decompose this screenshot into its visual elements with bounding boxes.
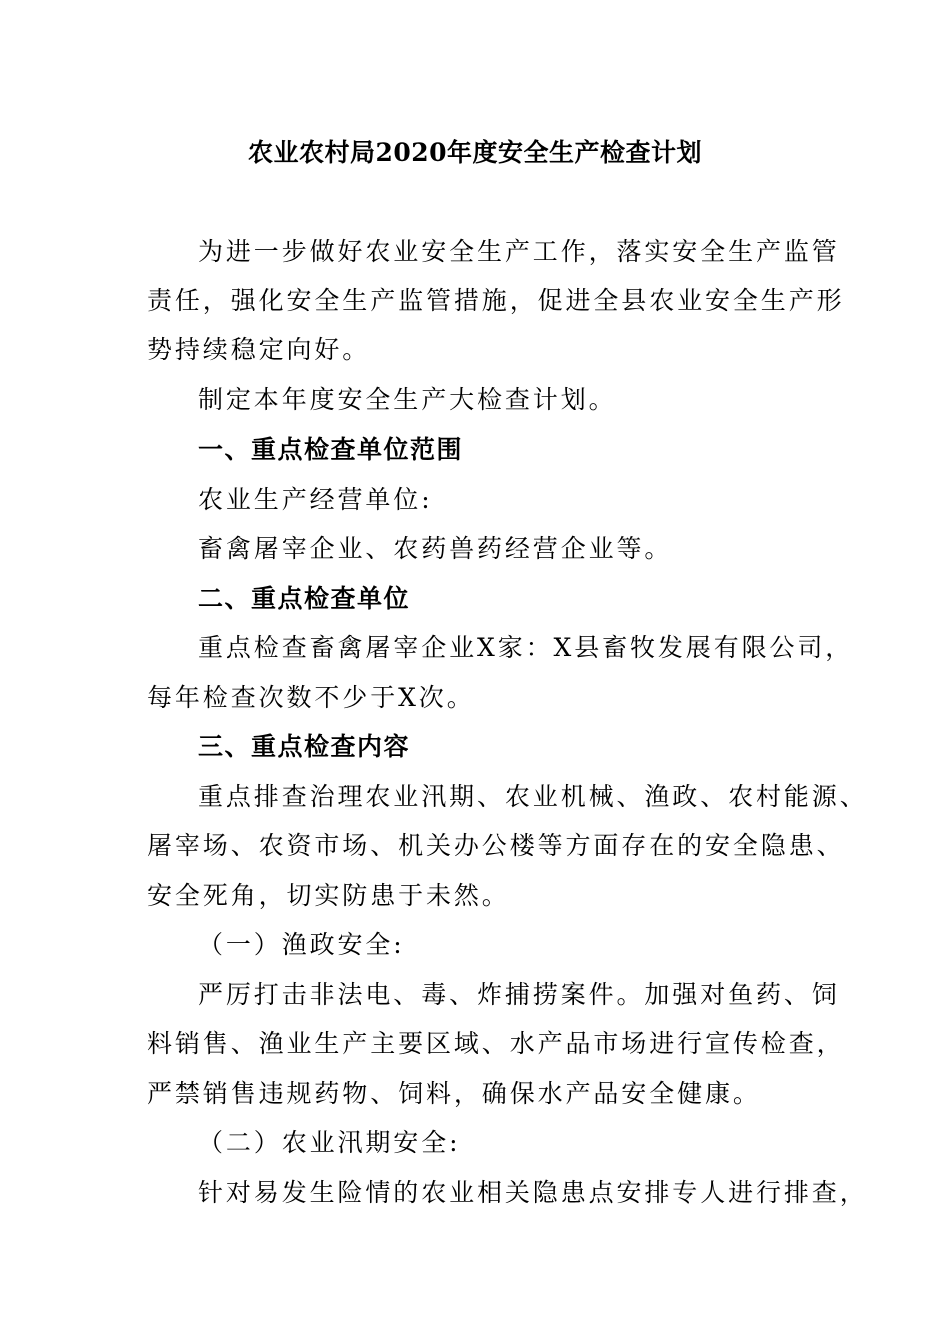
paragraph-line: 农业生产经营单位: <box>198 485 433 514</box>
paragraph-line: 为进一步做好农业安全生产工作，落实安全生产监管 <box>198 237 840 266</box>
paragraph-line: 责任，强化安全生产监管措施，促进全县农业安全生产形 <box>147 286 845 315</box>
document-title: 农业农村局2020年度安全生产检查计划 <box>247 138 703 167</box>
subsection-heading: （一）渔政安全: <box>198 930 405 959</box>
subsection-heading: （二）农业汛期安全: <box>198 1128 461 1157</box>
paragraph-line: 势持续稳定向好。 <box>147 335 371 364</box>
paragraph-line: 严禁销售违规药物、饲料，确保水产品安全健康。 <box>147 1079 761 1108</box>
section-heading: 一、重点检查单位范围 <box>198 435 464 464</box>
paragraph-line: 安全死角，切实防患于未然。 <box>147 881 510 910</box>
paragraph-line: 针对易发生险情的农业相关隐患点安排专人进行排查， <box>198 1178 868 1207</box>
paragraph-line: 制定本年度安全生产大检查计划。 <box>198 385 617 414</box>
section-heading: 三、重点检查内容 <box>198 732 411 761</box>
paragraph-line: 畜禽屠宰企业、农药兽药经营企业等。 <box>198 534 673 563</box>
paragraph-line: 严厉打击非法电、毒、炸捕捞案件。加强对鱼药、饲 <box>198 980 840 1009</box>
paragraph-line: 料销售、渔业生产主要区域、水产品市场进行宣传检查， <box>147 1029 845 1058</box>
paragraph-line: 每年检查次数不少于X次。 <box>147 683 475 712</box>
paragraph-line: 屠宰场、农资市场、机关办公楼等方面存在的安全隐患、 <box>147 831 845 860</box>
paragraph-line: 重点排查治理农业汛期、农业机械、渔政、农村能源、 <box>198 782 868 811</box>
section-heading: 二、重点检查单位 <box>198 584 411 613</box>
paragraph-line: 重点检查畜禽屠宰企业X家：X县畜牧发展有限公司， <box>198 633 854 662</box>
